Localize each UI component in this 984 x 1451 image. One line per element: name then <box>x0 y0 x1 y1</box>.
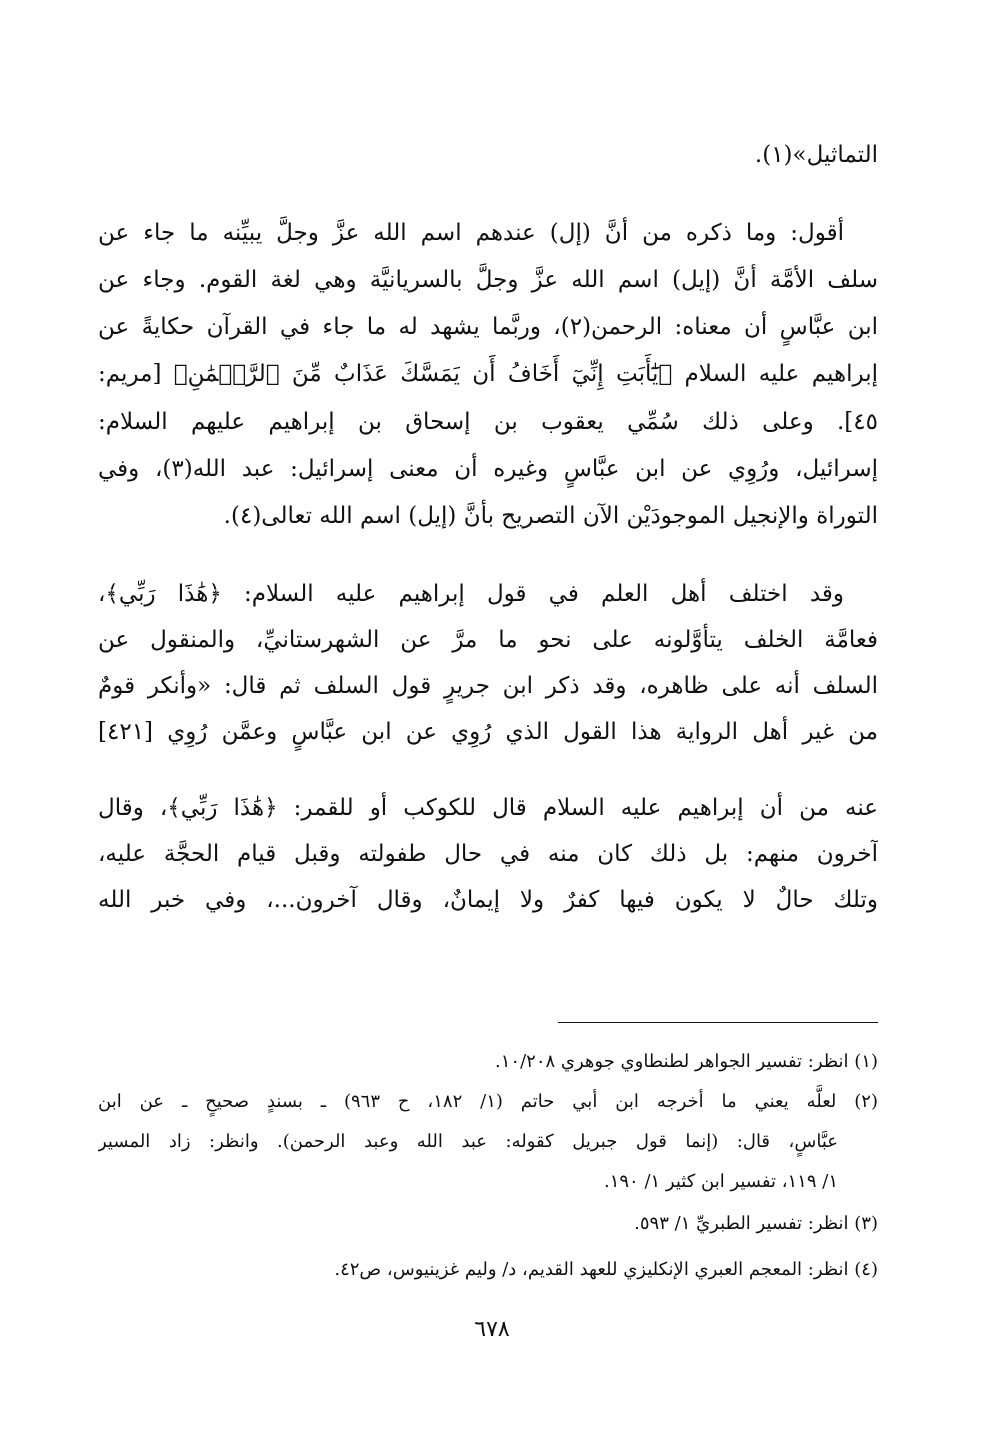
footnote-line: (٢) لعلَّه يعني ما أخرجه ابن أبي حاتم (١/ ١٨٢، ح ٩٦٣) ـ بسندٍ صحيحٍ ـ عن ابن <box>98 1091 878 1112</box>
text-line: السلف أنه على ظاهره، وقد ذكر ابن جريرٍ قول السلف ثم قال: «وأنكر قومٌ <box>98 673 878 699</box>
text-line: آخرون منهم: بل ذلك كان منه في حال طفولته وقبل قيام الحجَّة عليه، <box>98 841 878 867</box>
footnote-line: (٣) انظر: تفسير الطبريِّ ١/ ٥٩٣. <box>634 1213 878 1234</box>
text-line: إبراهيم عليه السلام ﴿يَٰٓأَبَتِ إِنِّيٓ أَخَافُ أَن يَمَسَّكَ عَذَابٌ مِّنَ ٱلرَّحۡمَٰنِ﴾ [مريم: <box>98 361 878 387</box>
footnote-separator <box>558 1022 878 1023</box>
text-line: من غير أهل الرواية هذا القول الذي رُوِي عن ابن عبَّاسٍ وعمَّن رُوِي [٤٢١] <box>98 719 878 745</box>
text-line: ابن عبَّاسٍ أن معناه: الرحمن(٢)، وربَّما يشهد له ما جاء في القرآن حكايةً عن <box>98 314 878 340</box>
text-line: وتلك حالٌ لا يكون فيها كفرٌ ولا إيمانٌ، وقال آخرون...، وفي خبر الله <box>98 887 878 913</box>
footnote-line: (١) انظر: تفسير الجواهر لطنطاوي جوهري ١٠/٢٠٨. <box>495 1051 878 1072</box>
text-line: إسرائيل، ورُوِي عن ابن عبَّاسٍ وغيره أن معنى إسرائيل: عبد الله(٣)، وفي <box>98 456 878 482</box>
text-line: سلف الأمَّة أنَّ (إيل) اسم الله عزَّ وجلَّ بالسريانيَّة وهي لغة القوم. وجاء عن <box>98 267 878 293</box>
text-line: عنه من أن إبراهيم عليه السلام قال للكوكب أو للقمر: ﴿هَٰذَا رَبِّي﴾، وقال <box>98 795 878 821</box>
page-number: ٦٧٨ <box>474 1317 510 1342</box>
footnote-line: عبَّاسٍ، قال: (إنما قول جبريل كقوله: عبد الله وعبد الرحمن). وانظر: زاد المسير <box>98 1131 838 1152</box>
text-line: التوراة والإنجيل الموجودَيْن الآن التصريح بأنَّ (إيل) اسم الله تعالى(٤). <box>223 503 878 529</box>
text-line: ٤٥]. وعلى ذلك سُمِّي يعقوب بن إسحاق بن إبراهيم عليهم السلام: <box>98 409 878 435</box>
text-line: أقول: وما ذكره من أنَّ (إل) عندهم اسم الله عزَّ وجلَّ يبيِّنه ما جاء عن <box>98 220 844 246</box>
text-line: فعامَّة الخلف يتأوَّلونه على نحو ما مرَّ عن الشهرستانيِّ، والمنقول عن <box>98 627 878 653</box>
text-line: التماثيل»(١). <box>754 142 878 168</box>
footnote-line: ١/ ١١٩، تفسير ابن كثير ١/ ١٩٠. <box>603 1171 838 1192</box>
footnote-line: (٤) انظر: المعجم العبري الإنكليزي للعهد القديم، د/ وليم غزينيوس، ص٤٢. <box>334 1259 878 1280</box>
text-line: وقد اختلف أهل العلم في قول إبراهيم عليه السلام: ﴿هَٰذَا رَبِّي﴾، <box>98 581 844 607</box>
